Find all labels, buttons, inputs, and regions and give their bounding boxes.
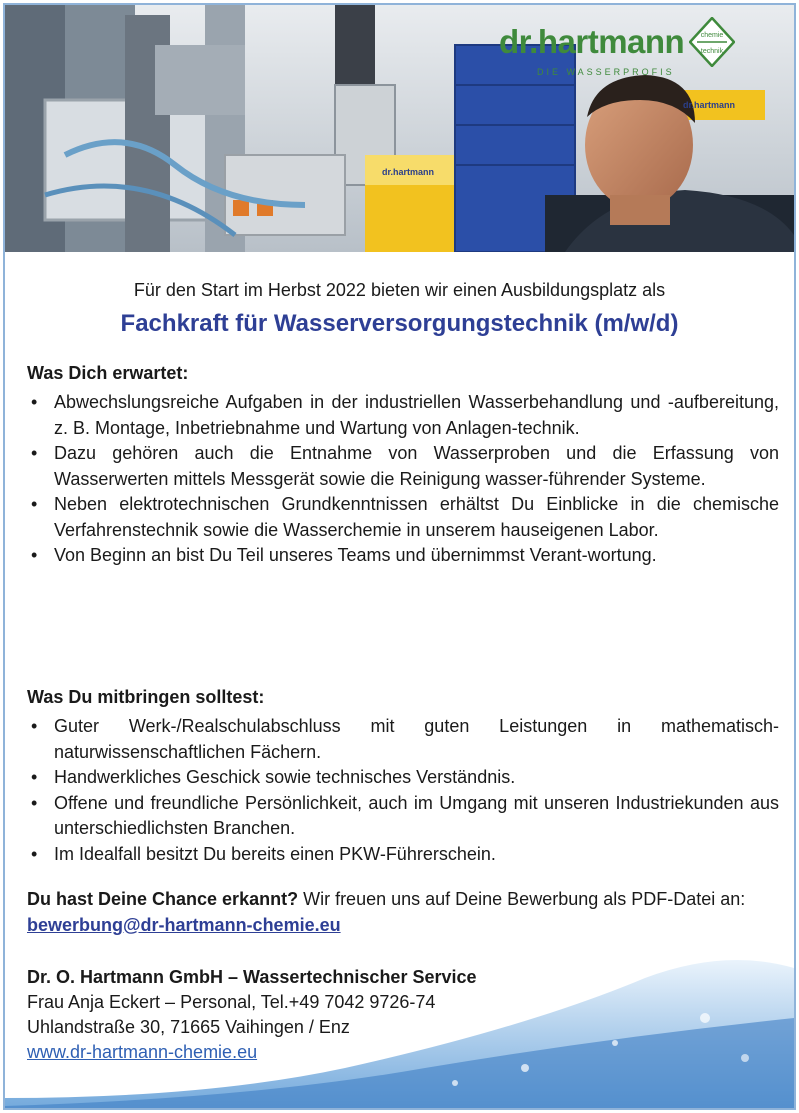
application-email-link[interactable]: bewerbung@dr-hartmann-chemie.eu [27, 914, 341, 935]
requirements-list [27, 714, 779, 867]
logo-badge-bottom: technik [700, 48, 724, 55]
call-to-action [27, 887, 779, 938]
cta-text: Wir freuen uns auf Deine Bewerbung als PDF-Datei an: [298, 889, 746, 909]
company-name: Dr. O. Hartmann GmbH – Wassertechnischer Service [27, 967, 477, 987]
photo-box-label: dr.hartmann [382, 167, 435, 177]
contact-person: Frau Anja Eckert – Personal, Tel.+49 7042 9726-74 [27, 992, 436, 1012]
logo-badge-top: chemie [700, 32, 724, 39]
cta-lead: Du hast Deine Chance erkannt? [27, 889, 299, 909]
company-logo [499, 17, 739, 87]
logo-subtitle: DIE WASSERPROFIS [537, 67, 675, 77]
expectations-list [27, 390, 779, 569]
job-ad-frame [3, 3, 796, 1110]
list-item: • Von Beginn an bist Du Teil unseres Teams und übernimmst Verant-wortung. [31, 545, 657, 565]
website-link[interactable]: www.dr-hartmann-chemie.eu [27, 1042, 258, 1062]
photo-box-label-2: dr.hartmann [683, 100, 736, 110]
list-item: • Dazu gehören auch die Entnahme von Wasserproben und die Erfassung von Wasserwerten mittels Messgerät sowie die Reinigung wasser-führender Systeme. [31, 443, 779, 489]
section-heading-expectations: Was Dich erwartet: [27, 363, 189, 383]
section-heading-requirements: Was Du mitbringen solltest: [27, 687, 265, 707]
company-address: Uhlandstraße 30, 71665 Vaihingen / Enz [27, 1017, 350, 1037]
intro-line: Für den Start im Herbst 2022 bieten wir einen Ausbildungsplatz als [133, 280, 666, 300]
job-title: Fachkraft für Wasserversorgungstechnik (m/w/d) [120, 310, 679, 337]
logo-diamond-icon [689, 17, 735, 67]
contact-block [27, 965, 727, 1065]
list-item: • Guter Werk-/Realschulabschluss mit guten Leistungen in mathematisch-naturwissenschaftlichen Fächern. [31, 716, 779, 762]
header-photo [5, 5, 794, 252]
list-item: • Abwechslungsreiche Aufgaben in der industriellen Wasserbehandlung und -aufbereitung, z. B. Montage, Inbetriebnahme und Wartung von Anlagen-technik. [31, 392, 779, 438]
list-item: • Neben elektrotechnischen Grundkenntnissen erhältst Du Einblicke in die chemische Verfahrenstechnik sowie die Wasserchemie in unserem hauseigenen Labor. [31, 494, 779, 540]
list-item: • Offene und freundliche Persönlichkeit, auch im Umgang mit unseren Industriekunden aus unterschiedlichsten Branchen. [31, 792, 779, 838]
list-item: • Handwerkliches Geschick sowie technisches Verständnis. [31, 767, 516, 787]
list-item: • Im Idealfall besitzt Du bereits einen PKW-Führerschein. [31, 843, 496, 864]
logo-wordmark: dr.hartmann [499, 23, 685, 60]
